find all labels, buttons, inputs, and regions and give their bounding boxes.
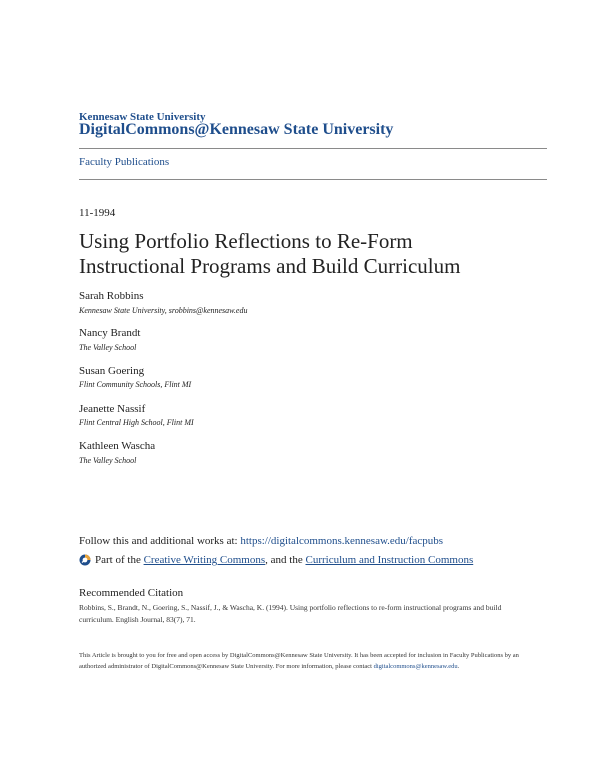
part-of-prefix: Part of the xyxy=(95,554,141,566)
author-affiliation: Flint Community Schools, Flint MI xyxy=(79,380,192,389)
part-of-middle: , and the xyxy=(265,554,303,566)
author-name: Susan Goering xyxy=(79,365,145,377)
divider-bottom xyxy=(79,179,547,180)
author-affiliation: Flint Central High School, Flint MI xyxy=(79,418,194,427)
repository-link[interactable]: DigitalCommons@Kennesaw State University xyxy=(79,121,394,138)
recommended-citation-text: Robbins, S., Brandt, N., Goering, S., Nassif, J., & Wascha, K. (1994). Using portfolio reflections to re-form instructional programs and build curriculum. English Journal, 83(7), 71. xyxy=(79,603,502,624)
access-notice xyxy=(79,650,524,672)
title-line-2: Instructional Programs and Build Curriculum xyxy=(79,254,461,278)
recommended-citation-heading: Recommended Citation xyxy=(79,587,184,599)
author-affiliation: The Valley School xyxy=(79,343,137,352)
title-line-1: Using Portfolio Reflections to Re-Form xyxy=(79,229,413,253)
curriculum-instruction-commons-link[interactable]: Curriculum and Instruction Commons xyxy=(305,554,474,566)
part-of-line xyxy=(79,554,473,566)
collection-url-link[interactable]: https://digitalcommons.kennesaw.edu/facpubs xyxy=(240,535,444,547)
creative-writing-commons-link[interactable]: Creative Writing Commons xyxy=(143,554,266,566)
author-affiliation: The Valley School xyxy=(79,456,137,465)
article-title xyxy=(79,229,549,279)
author-affiliation: Kennesaw State University, srobbins@kennesaw.edu xyxy=(79,306,248,315)
contact-email-link[interactable]: digitalcommons@kennesaw.edu xyxy=(373,663,458,670)
author-name: Kathleen Wascha xyxy=(79,440,156,452)
network-icon xyxy=(79,554,91,566)
author-name: Nancy Brandt xyxy=(79,327,141,339)
follow-line xyxy=(79,535,443,547)
institution-name: Kennesaw State University xyxy=(79,111,206,123)
series-link[interactable]: Faculty Publications xyxy=(79,156,170,168)
access-notice-end: . xyxy=(457,663,460,670)
divider-top xyxy=(79,148,547,149)
access-notice-text: This Article is brought to you for free and open access by DigitalCommons@Kennesaw State University. It has been accepted for inclusion in Faculty Publications by an authorized administrator of DigitalCommons@Kennesaw State University. For more information, please contact xyxy=(79,652,519,670)
author-name: Sarah Robbins xyxy=(79,290,144,302)
author-name: Jeanette Nassif xyxy=(79,403,146,415)
follow-label: Follow this and additional works at: xyxy=(79,535,241,547)
publication-date: 11-1994 xyxy=(79,207,116,219)
